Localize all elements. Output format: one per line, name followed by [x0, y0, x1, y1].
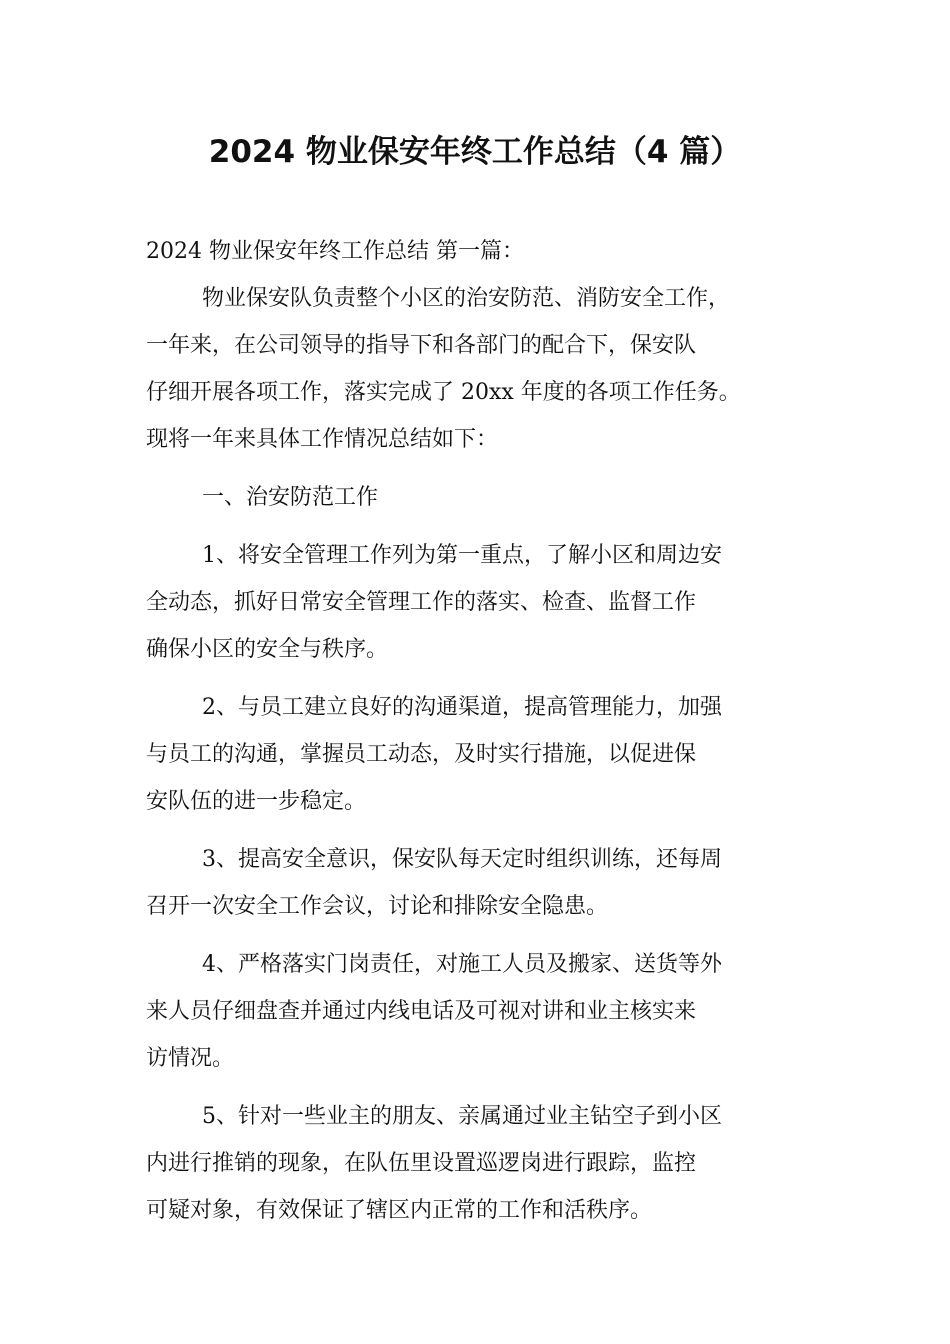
document-title: 2024 物业保安年终工作总结（4 篇）	[208, 134, 742, 170]
document-body	[146, 228, 816, 1234]
paragraph-line: 3、提高安全意识，保安队每天定时组织训练，还每周	[202, 847, 722, 872]
list-item-2	[146, 684, 816, 825]
paragraph-line: 访情况。	[146, 1046, 235, 1071]
paragraph-line: 5、针对一些业主的朋友、亲属通过业主钻空子到小区	[202, 1104, 722, 1129]
paragraph-line: 4、严格落实门岗责任，对施工人员及搬家、送货等外	[202, 952, 722, 977]
paragraph-line: 现将一年来具体工作情况总结如下：	[146, 427, 499, 452]
paragraph-line: 可疑对象，有效保证了辖区内正常的工作和活秩序。	[146, 1198, 653, 1223]
paragraph-line: 内进行推销的现象，在队伍里设置巡逻岗进行跟踪，监控	[146, 1151, 697, 1176]
paragraph-line: 来人员仔细盘查并通过内线电话及可视对讲和业主核实来	[146, 999, 697, 1024]
paragraph-line: 物业保安队负责整个小区的治安防范、消防安全工作，	[202, 286, 731, 311]
paragraph-line: 确保小区的安全与秩序。	[146, 637, 389, 662]
section-heading: 2024 物业保安年终工作总结 第一篇：	[146, 239, 524, 264]
paragraph-line: 全动态，抓好日常安全管理工作的落实、检查、监督工作	[146, 590, 697, 615]
paragraph-line: 与员工的沟通，掌握员工动态，及时实行措施，以促进保	[146, 742, 697, 767]
list-item-4	[146, 941, 816, 1082]
paragraph-line: 召开一次安全工作会议，讨论和排除安全隐患。	[146, 894, 609, 919]
paragraph-line: 安队伍的进一步稳定。	[146, 789, 367, 814]
intro-paragraph	[146, 275, 816, 463]
paragraph-line: 一年来，在公司领导的指导下和各部门的配合下，保安队	[146, 333, 697, 358]
paragraph-line: 仔细开展各项工作，落实完成了 20xx 年度的各项工作任务。	[146, 380, 741, 405]
list-item-3	[146, 836, 816, 930]
paragraph-line: 2、与员工建立良好的沟通渠道，提高管理能力，加强	[202, 695, 722, 720]
paragraph-line: 1、将安全管理工作列为第一重点，了解小区和周边安	[202, 543, 722, 568]
subheading: 一、治安防范工作	[202, 485, 379, 510]
list-item-5	[146, 1093, 816, 1234]
list-item-1	[146, 532, 816, 673]
